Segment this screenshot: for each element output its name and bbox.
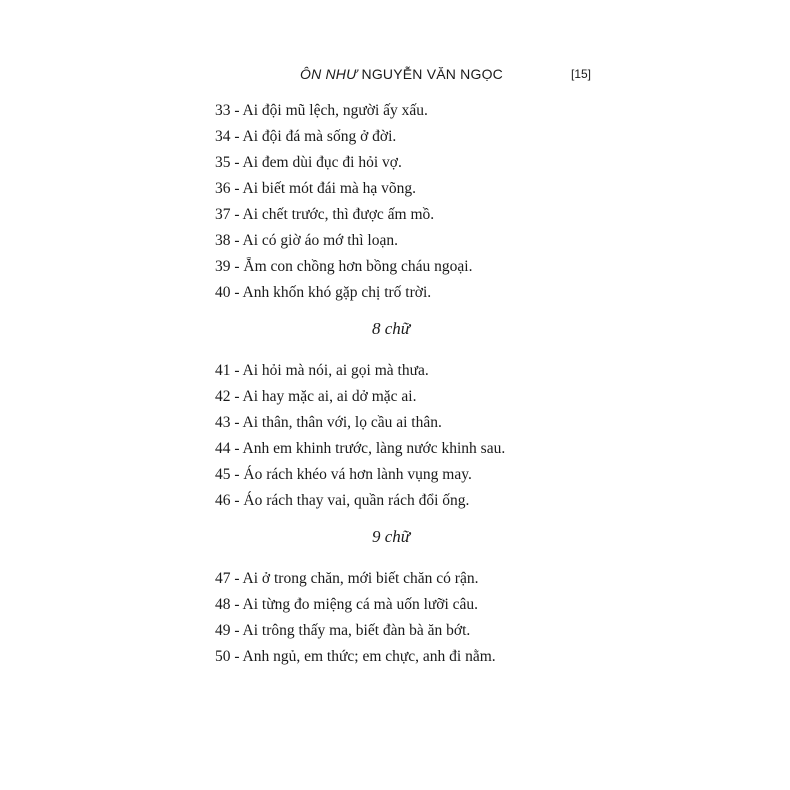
- book-title: [300, 66, 503, 82]
- proverb-line: 46 - Áo rách thay vai, quần rách đổi ống.: [215, 492, 470, 509]
- proverb-line: 44 - Anh em khinh trước, làng nước khinh sau.: [215, 440, 506, 457]
- proverb-line: 36 - Ai biết mót đái mà hạ võng.: [215, 180, 417, 197]
- proverb-line: 33 - Ai đội mũ lệch, người ấy xấu.: [215, 102, 428, 119]
- proverb-line: 47 - Ai ở trong chăn, mới biết chăn có rận.: [215, 570, 479, 587]
- proverb-line: 37 - Ai chết trước, thì được ấm mồ.: [215, 206, 435, 223]
- group-9-words: [215, 524, 635, 670]
- proverb-line: 34 - Ai đội đá mà sống ở đời.: [215, 128, 397, 145]
- proverb-line: 39 - Ẵm con chồng hơn bồng cháu ngoại.: [215, 258, 473, 275]
- book-title-rest: NGUYỄN VĂN NGỌC: [357, 66, 503, 82]
- proverb-line: 38 - Ai có giờ áo mớ thì loạn.: [215, 232, 398, 249]
- proverb-line: 48 - Ai từng đo miệng cá mà uốn lưỡi câu.: [215, 596, 479, 613]
- group-7-words: [215, 98, 635, 306]
- proverb-line: 45 - Áo rách khéo vá hơn lành vụng may.: [215, 466, 472, 483]
- book-title-italic: ÔN NHƯ: [300, 66, 358, 82]
- proverb-line: 50 - Anh ngủ, em thức; em chực, anh đi nằm.: [215, 648, 496, 665]
- group-8-words: [215, 316, 635, 514]
- proverb-line: 43 - Ai thân, thân với, lọ cầu ai thân.: [215, 414, 442, 431]
- proverb-list: [215, 98, 635, 670]
- proverb-line: 41 - Ai hỏi mà nói, ai gọi mà thưa.: [215, 362, 429, 379]
- proverb-line: 40 - Anh khốn khó gặp chị trố trời.: [215, 284, 432, 301]
- proverb-line: 35 - Ai đem dùi đục đi hỏi vợ.: [215, 154, 402, 171]
- running-header: [0, 66, 790, 86]
- proverb-line: 42 - Ai hay mặc ai, ai dở mặc ai.: [215, 388, 417, 405]
- section-heading-9: 9 chữ: [372, 527, 411, 546]
- section-heading-8: 8 chữ: [372, 319, 411, 338]
- page-number: [15]: [571, 67, 592, 81]
- proverb-line: 49 - Ai trông thấy ma, biết đàn bà ăn bớt.: [215, 622, 471, 639]
